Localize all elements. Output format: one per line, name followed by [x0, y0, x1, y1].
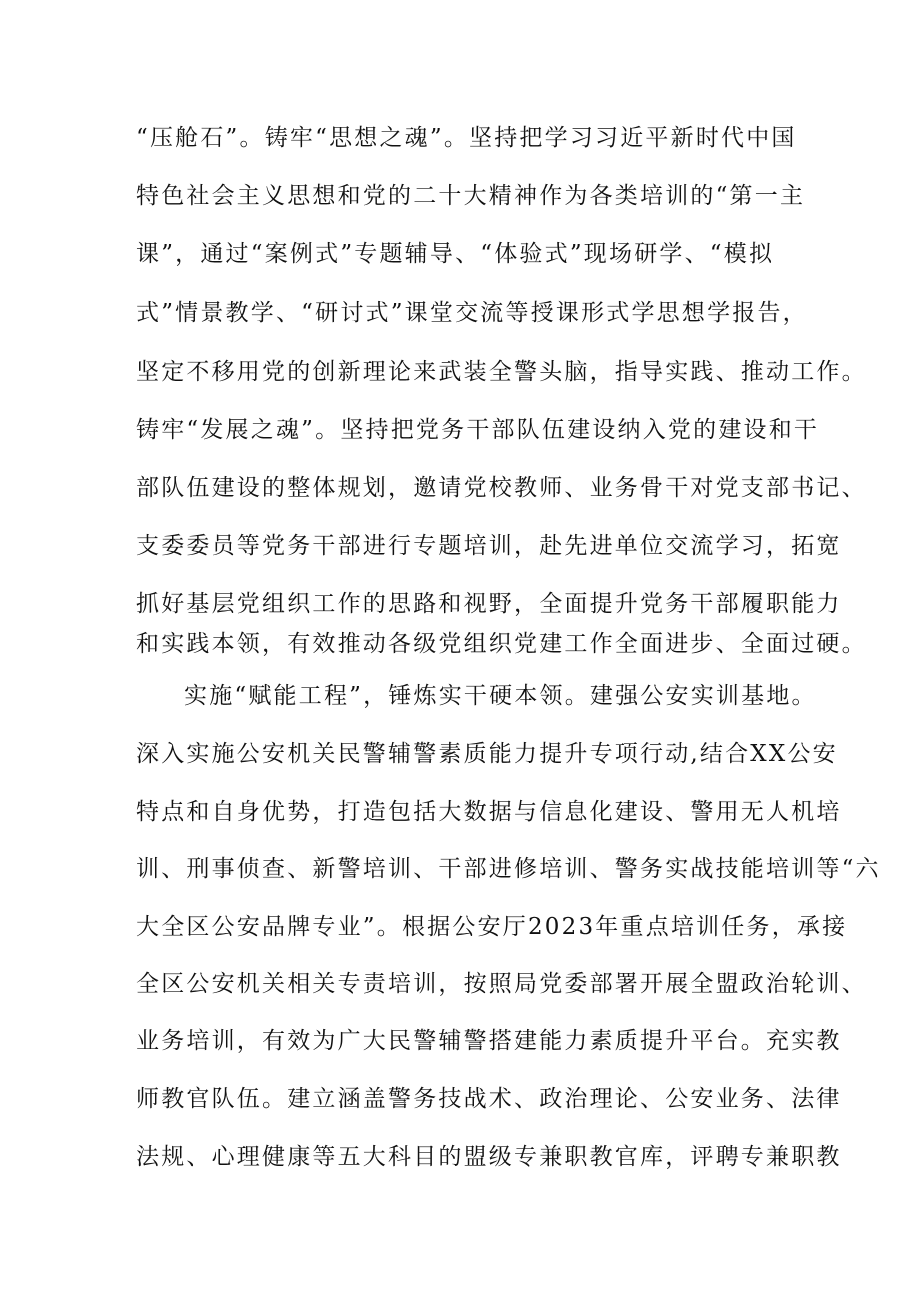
text-line-9: 抓好基层党组织工作的思路和视野，全面提升党务干部履职能力 [136, 591, 842, 617]
paragraph-2-first-line: 实施“赋能工程”，锤炼实干硬本领。建强公安实训基地。 [184, 683, 817, 709]
text-line-15: 大全区公安品牌专业”。根据公安厅2023年重点培训任务，承接 [136, 914, 848, 940]
text-line-18: 师教官队伍。建立涵盖警务技战术、政治理论、公安业务、法律 [136, 1086, 842, 1112]
text-line-13: 特点和自身优势，打造包括大数据与信息化建设、警用无人机培 [136, 799, 842, 825]
text-line-17: 业务培训，有效为广大民警辅警搭建能力素质提升平台。充实教 [136, 1028, 842, 1054]
text-line-1: “压舱石”。铸牢“思想之魂”。坚持把学习习近平新时代中国 [136, 125, 797, 151]
text-line-12: 深入实施公安机关民警辅警素质能力提升专项行动,结合XX公安 [136, 741, 838, 767]
text-line-4: 式”情景教学、“研讨式”课堂交流等授课形式学思想学报告， [136, 300, 808, 326]
text-line-16: 全区公安机关相关专责培训，按照局党委部署开展全盟政治轮训、 [136, 971, 867, 997]
text-line-14: 训、刑事侦查、新警培训、干部进修培训、警务实战技能培训等“六 [136, 856, 881, 882]
text-line-5: 坚定不移用党的创新理论来武装全警头脑，指导实践、推动工作。 [136, 359, 867, 385]
text-line-7: 部队伍建设的整体规划，邀请党校教师、业务骨干对党支部书记、 [136, 475, 867, 501]
text-line-10: 和实践本领，有效推动各级党组织党建工作全面进步、全面过硬。 [136, 631, 867, 657]
text-line-19: 法规、心理健康等五大科目的盟级专兼职教官库，评聘专兼职教 [136, 1144, 842, 1170]
text-line-3: 课”，通过“案例式”专题辅导、“体验式”现场研学、“模拟 [136, 241, 775, 267]
text-line-2: 特色社会主义思想和党的二十大精神作为各类培训的“第一主 [136, 183, 806, 209]
text-line-8: 支委委员等党务干部进行专题培训，赴先进单位交流学习，拓宽 [136, 533, 842, 559]
text-line-6: 铸牢“发展之魂”。坚持把党务干部队伍建设纳入党的建设和干 [136, 417, 820, 443]
